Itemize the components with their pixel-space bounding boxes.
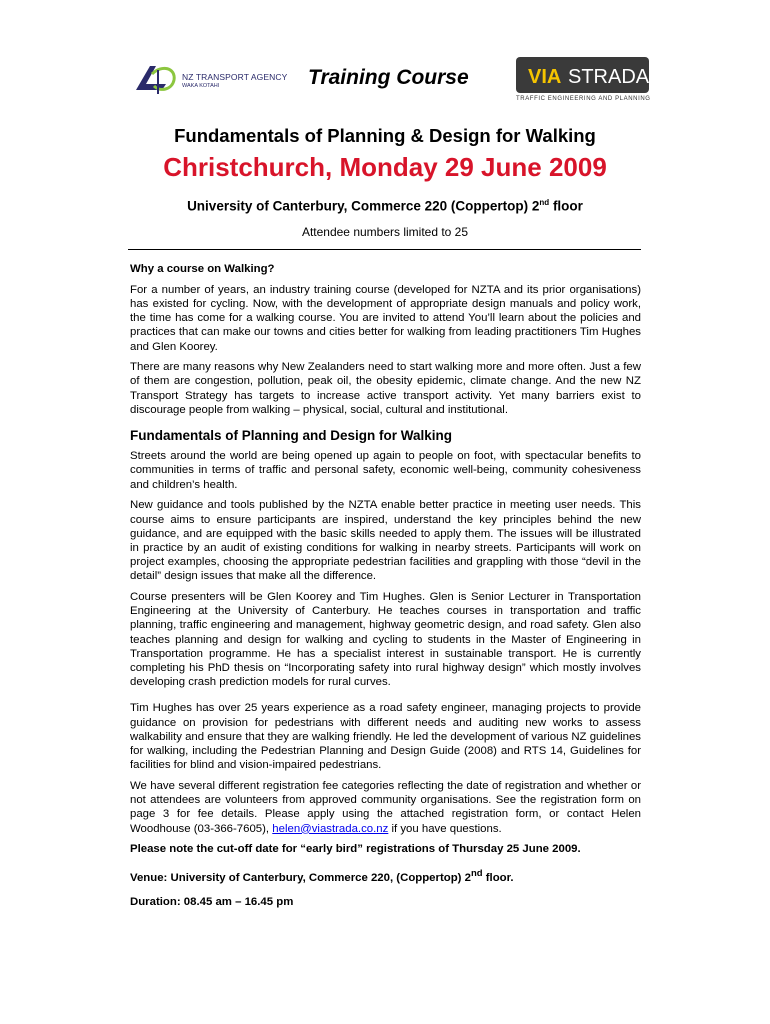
venue-line-sup: nd — [470, 867, 483, 879]
cutoff-note: Please note the cut-off date for “early bird” registrations of Thursday 25 June 2009. — [130, 843, 581, 856]
nzta-logo — [132, 60, 288, 96]
section-heading: Fundamentals of Planning and Design for Walking — [130, 428, 453, 444]
course-title: Fundamentals of Planning & Design for Walking — [174, 125, 596, 146]
nzta-name: NZ TRANSPORT AGENCY — [182, 72, 288, 82]
viastrada-logo — [516, 57, 649, 93]
venue-line-suffix: floor. — [482, 871, 514, 884]
section-paragraph-5 — [130, 779, 641, 836]
registration-text: We have several different registration fee categories reflecting the date of registration and whether or not attendees are volunteers from approved community organisations. See the registration form on page 3 for fee details. Please apply using the attached registration form, or contact Helen Woodhouse (03-366-7605), — [130, 780, 641, 835]
viastrada-tagline: TRAFFIC ENGINEERING AND PLANNING — [516, 96, 651, 102]
viastrada-strada-text: STRADA — [568, 66, 649, 88]
city-date-heading: Christchurch, Monday 29 June 2009 — [163, 152, 607, 182]
header — [132, 56, 650, 106]
venue-line-text: Venue: University of Canterbury, Commerce 220, (Coppertop) 2 — [130, 871, 471, 884]
section-paragraph-3: Course presenters will be Glen Koorey and Tim Hughes. Glen is Senior Lecturer in Transportation Engineering at the University of Canterbury. He teaches courses in transportation and traffic planning, traffic engineering and management, highway geometric design, and road safety. Glen also teaches planning and design for walking and cycling to students in the Master of Engineering in Transportation programme. He has a specialist interest in sustainable transport. He is currently completing his PhD thesis on “Incorporating safety into rural highway design” which mostly involves developing crash prediction models for rural curves. — [130, 591, 641, 689]
body-content — [130, 262, 641, 915]
viastrada-via-text: VIA — [528, 66, 562, 88]
section-paragraph-2: New guidance and tools published by the NZTA enable better practice in meeting user needs. This course aims to ensure participants are inspired, understand the key principles behind the new guidance, and are equipped with the basic skills needed to apply them. The issues will be illustrated in practice by an audit of existing conditions for walking in nearby streets. Participants will work on project examples, choosing the appropriate pedestrian facilities and grappling with those “devil in the detail” design issues that make all the difference. — [130, 499, 641, 583]
divider — [128, 249, 641, 250]
why-heading: Why a course on Walking? — [130, 263, 275, 275]
nzta-subname: WAKA KOTAHI — [182, 83, 220, 89]
registration-text-end: if you have questions. — [388, 822, 502, 835]
venue-heading-sup: nd — [539, 198, 550, 207]
training-course-label: Training Course — [308, 66, 469, 89]
nzta-mark-icon — [132, 60, 180, 96]
section-paragraph-4: Tim Hughes has over 25 years experience as a road safety engineer, managing projects to provide guidance on provision for pedestrians with different needs and auditing new works to assess walkability and ensure that they are walking friendly. He led the development of various NZ guidelines for walking, including the Pedestrian Planning and Design Guide (2008) and RTS 14, Guidelines for facilities for blind and vision-impaired pedestrians. — [130, 702, 641, 772]
why-paragraph-1: For a number of years, an industry training course (developed for NZTA and its prior organisations) has existed for cycling. Now, with the development of appropriate design manuals and policy work, the time has come for a walking course. You are invited to attend You’ll learn about the policies and practices that can make our towns and cities better for walking from leading practitioners Tim Hughes and Glen Koorey. — [130, 283, 641, 353]
email-link[interactable]: helen@viastrada.co.nz — [272, 822, 389, 835]
why-paragraph-2: There are many reasons why New Zealanders need to start walking more and more often. Just a few of them are congestion, pollution, peak oil, the obesity epidemic, climate change. And the new NZ Transport Strategy has targets to increase active transport activity. Yet many barriers exist to discourage people from walking – physical, social, cultural and institutional. — [130, 361, 641, 416]
duration-line: Duration: 08.45 am – 16.45 pm — [130, 895, 294, 908]
attendee-note: Attendee numbers limited to 25 — [301, 225, 469, 239]
venue-heading-text: University of Canterbury, Commerce 220 (Coppertop) 2 — [187, 198, 540, 214]
venue-heading — [0, 198, 770, 214]
venue-line — [130, 867, 641, 885]
section-paragraph-1: Streets around the world are being opened up again to people on foot, with spectacular benefits to communities in terms of traffic and personal safety, economic well-being, community cohesiveness and children’s health. — [130, 450, 641, 491]
venue-heading-suffix: floor — [549, 198, 583, 214]
